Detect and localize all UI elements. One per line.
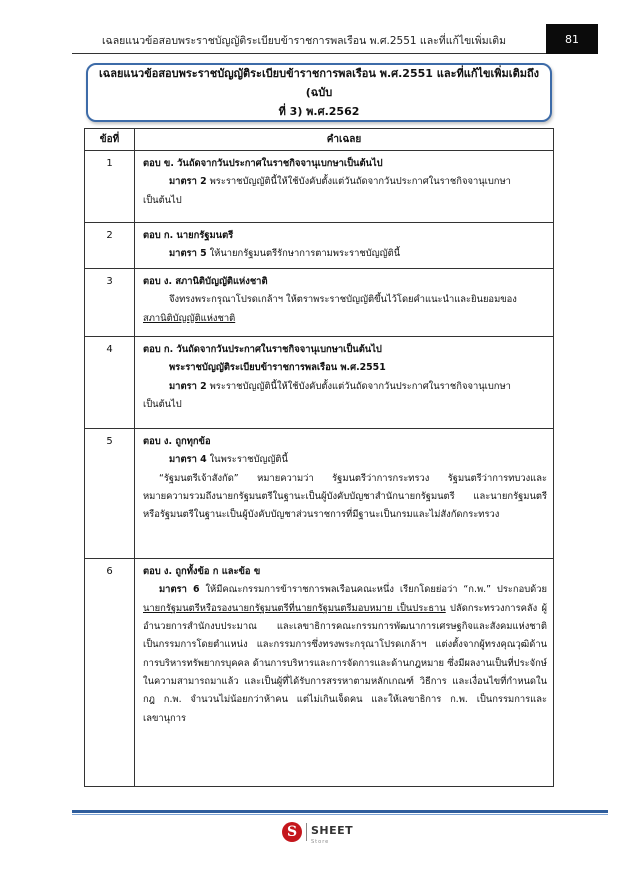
table-row <box>85 269 554 337</box>
answer-cell <box>135 559 554 787</box>
explanation-text: พระราชบัญญัตินี้ให้ใช้บังคับตั้งแต่วันถัดจากวันประกาศในราชกิจจานุเบกษา <box>206 176 511 188</box>
definition-text <box>143 470 547 525</box>
logo-subword: Store <box>311 839 330 845</box>
answer-choice: ตอบ ง. สภานิติบัญญัติแห่งชาติ <box>143 276 268 287</box>
section-ref: มาตรา 4 <box>169 454 207 466</box>
column-header-answer: คำเฉลย <box>135 129 554 151</box>
page-number: 81 <box>546 24 598 54</box>
table-row <box>85 151 554 223</box>
answer-explanation <box>143 378 547 396</box>
question-number: 6 <box>85 559 135 787</box>
answer-choice: ตอบ ข. วันถัดจากวันประกาศในราชกิจจานุเบกษาเป็นต้นไป <box>143 158 383 169</box>
answer-cell <box>135 223 554 269</box>
table-row <box>85 337 554 429</box>
answer-cell <box>135 269 554 337</box>
logo-s-icon: S <box>282 822 302 842</box>
question-number: 4 <box>85 337 135 429</box>
answer-explanation <box>143 245 547 263</box>
question-number: 2 <box>85 223 135 269</box>
definition-lead: “รัฐมนตรีเจ้าสังกัด” หมายความว่า รัฐมนตรีว่าการกระทรวง รัฐมนตรีว่าการทบวงและ <box>159 472 547 484</box>
section-ref: มาตรา 2 <box>169 176 207 188</box>
section-ref: มาตรา 5 <box>169 248 207 260</box>
answer-explanation: จึงทรงพระกรุณาโปรดเกล้าฯ ให้ตราพระราชบัญญัติขึ้นไว้โดยคำแนะนำและยินยอมของ <box>169 294 517 306</box>
logo-wordmark <box>311 819 353 845</box>
explanation-text: ให้มีคณะกรรมการข้าราชการพลเรือนคณะหนึ่ง เรียกโดยย่อว่า “ก.พ.” <box>199 584 491 596</box>
footer-divider <box>72 810 608 813</box>
answer-cell <box>135 151 554 223</box>
answer-cell <box>135 337 554 429</box>
answer-explanation <box>143 581 547 728</box>
question-number: 3 <box>85 269 135 337</box>
explanation-continuation: เป็นต้นไป <box>143 398 182 410</box>
explanation-text: พระราชบัญญัตินี้ให้ใช้บังคับตั้งแต่วันถัดจากวันประกาศในราชกิจจานุเบกษา <box>206 380 511 392</box>
answer-cell <box>135 429 554 559</box>
answer-explanation <box>143 173 547 191</box>
document-title-box <box>86 63 552 122</box>
header-title: เฉลยแนวข้อสอบพระราชบัญญัติระเบียบข้าราชการพลเรือน พ.ศ.2551 และที่แก้ไขเพิ่มเติม <box>101 35 507 47</box>
section-ref: มาตรา 6 <box>159 584 200 596</box>
explanation-underlined: สภานิติบัญญัติแห่งชาติ <box>143 312 236 324</box>
table-row <box>85 559 554 787</box>
answer-explanation <box>143 451 547 469</box>
answer-choice: ตอบ ก. วันถัดจากวันประกาศในราชกิจจานุเบกษาเป็นต้นไป <box>143 344 382 355</box>
section-ref: มาตรา 2 <box>169 380 207 392</box>
sheet-store-logo <box>282 820 353 844</box>
answer-table <box>84 128 554 787</box>
question-number: 1 <box>85 151 135 223</box>
table-header-row <box>85 129 554 151</box>
title-line-2: ที่ 3) พ.ศ.2562 <box>278 105 360 119</box>
column-header-no: ข้อที่ <box>85 129 135 151</box>
page-header <box>72 24 546 54</box>
act-name: พระราชบัญญัติระเบียบข้าราชการพลเรือน พ.ศ.2551 <box>169 362 386 374</box>
answer-choice: ตอบ ก. นายกรัฐมนตรี <box>143 230 234 241</box>
answer-choice: ตอบ ง. ถูกทั้งข้อ ก และข้อ ข <box>143 566 261 577</box>
question-number: 5 <box>85 429 135 559</box>
answer-choice: ตอบ ง. ถูกทุกข้อ <box>143 436 211 447</box>
document-title <box>98 64 540 122</box>
table-row <box>85 429 554 559</box>
table-row <box>85 223 554 269</box>
logo-word: SHEET <box>311 824 354 837</box>
explanation-underlined: นายกรัฐมนตรีหรือรองนายกรัฐมนตรีที่นายกรัฐมนตรีมอบหมาย เป็นประธาน <box>143 602 446 614</box>
explanation-text: ให้นายกรัฐมนตรีรักษาการตามพระราชบัญญัตินี้ <box>206 248 401 260</box>
logo-separator <box>306 823 307 841</box>
explanation-rest: ปลัดกระทรวงการคลัง ผู้อำนวยการสำนักงบประมาณ และเลขาธิการคณะกรรมการพัฒนาการเศรษฐกิจและสังคมแห่งชาติ เป็นกรรมการโดยตำแหน่ง และกรรมการซึ่งทรงพระกรุณาโปรดเกล้าฯ แต่งตั้งจากผู้ทรงคุณวุฒิด้านการบริหารทรัพยากรบุคคล ด้านการบริหารและการจัดการและด้านกฎหมาย ซึ่งมีผลงานเป็นที่ประจักษ์ในความสามารถมาแล้ว และเป็นผู้ที่ได้รับการสรรหาตามหลักเกณฑ์ วิธีการ และเงื่อนไขที่กำหนดในกฎ ก.พ. จำนวนไม่น้อยกว่าห้าคน แต่ไม่เกินเจ็ดคน และให้เลขาธิการ ก.พ. เป็นกรรมการและเลขานุการ <box>143 602 547 724</box>
title-line-1: เฉลยแนวข้อสอบพระราชบัญญัติระเบียบข้าราชการพลเรือน พ.ศ.2551 และที่แก้ไขเพิ่มเติมถึง (ฉบับ <box>98 66 539 99</box>
explanation-continuation: เป็นต้นไป <box>143 194 182 206</box>
explanation-prefix: ประกอบด้วย <box>496 584 548 596</box>
footer-divider-thin <box>72 814 608 815</box>
explanation-text: ในพระราชบัญญัตินี้ <box>206 454 288 466</box>
definition-continuation: หมายความรวมถึงนายกรัฐมนตรีในฐานะเป็นผู้บังคับบัญชาสำนักนายกรัฐมนตรี และนายกรัฐมนตรีหรือรัฐมนตรีในฐานะเป็นผู้บังคับบัญชาส่วนราชการที่มีฐานะเป็นกรมและไม่สังกัดกระทรวง <box>143 490 547 521</box>
